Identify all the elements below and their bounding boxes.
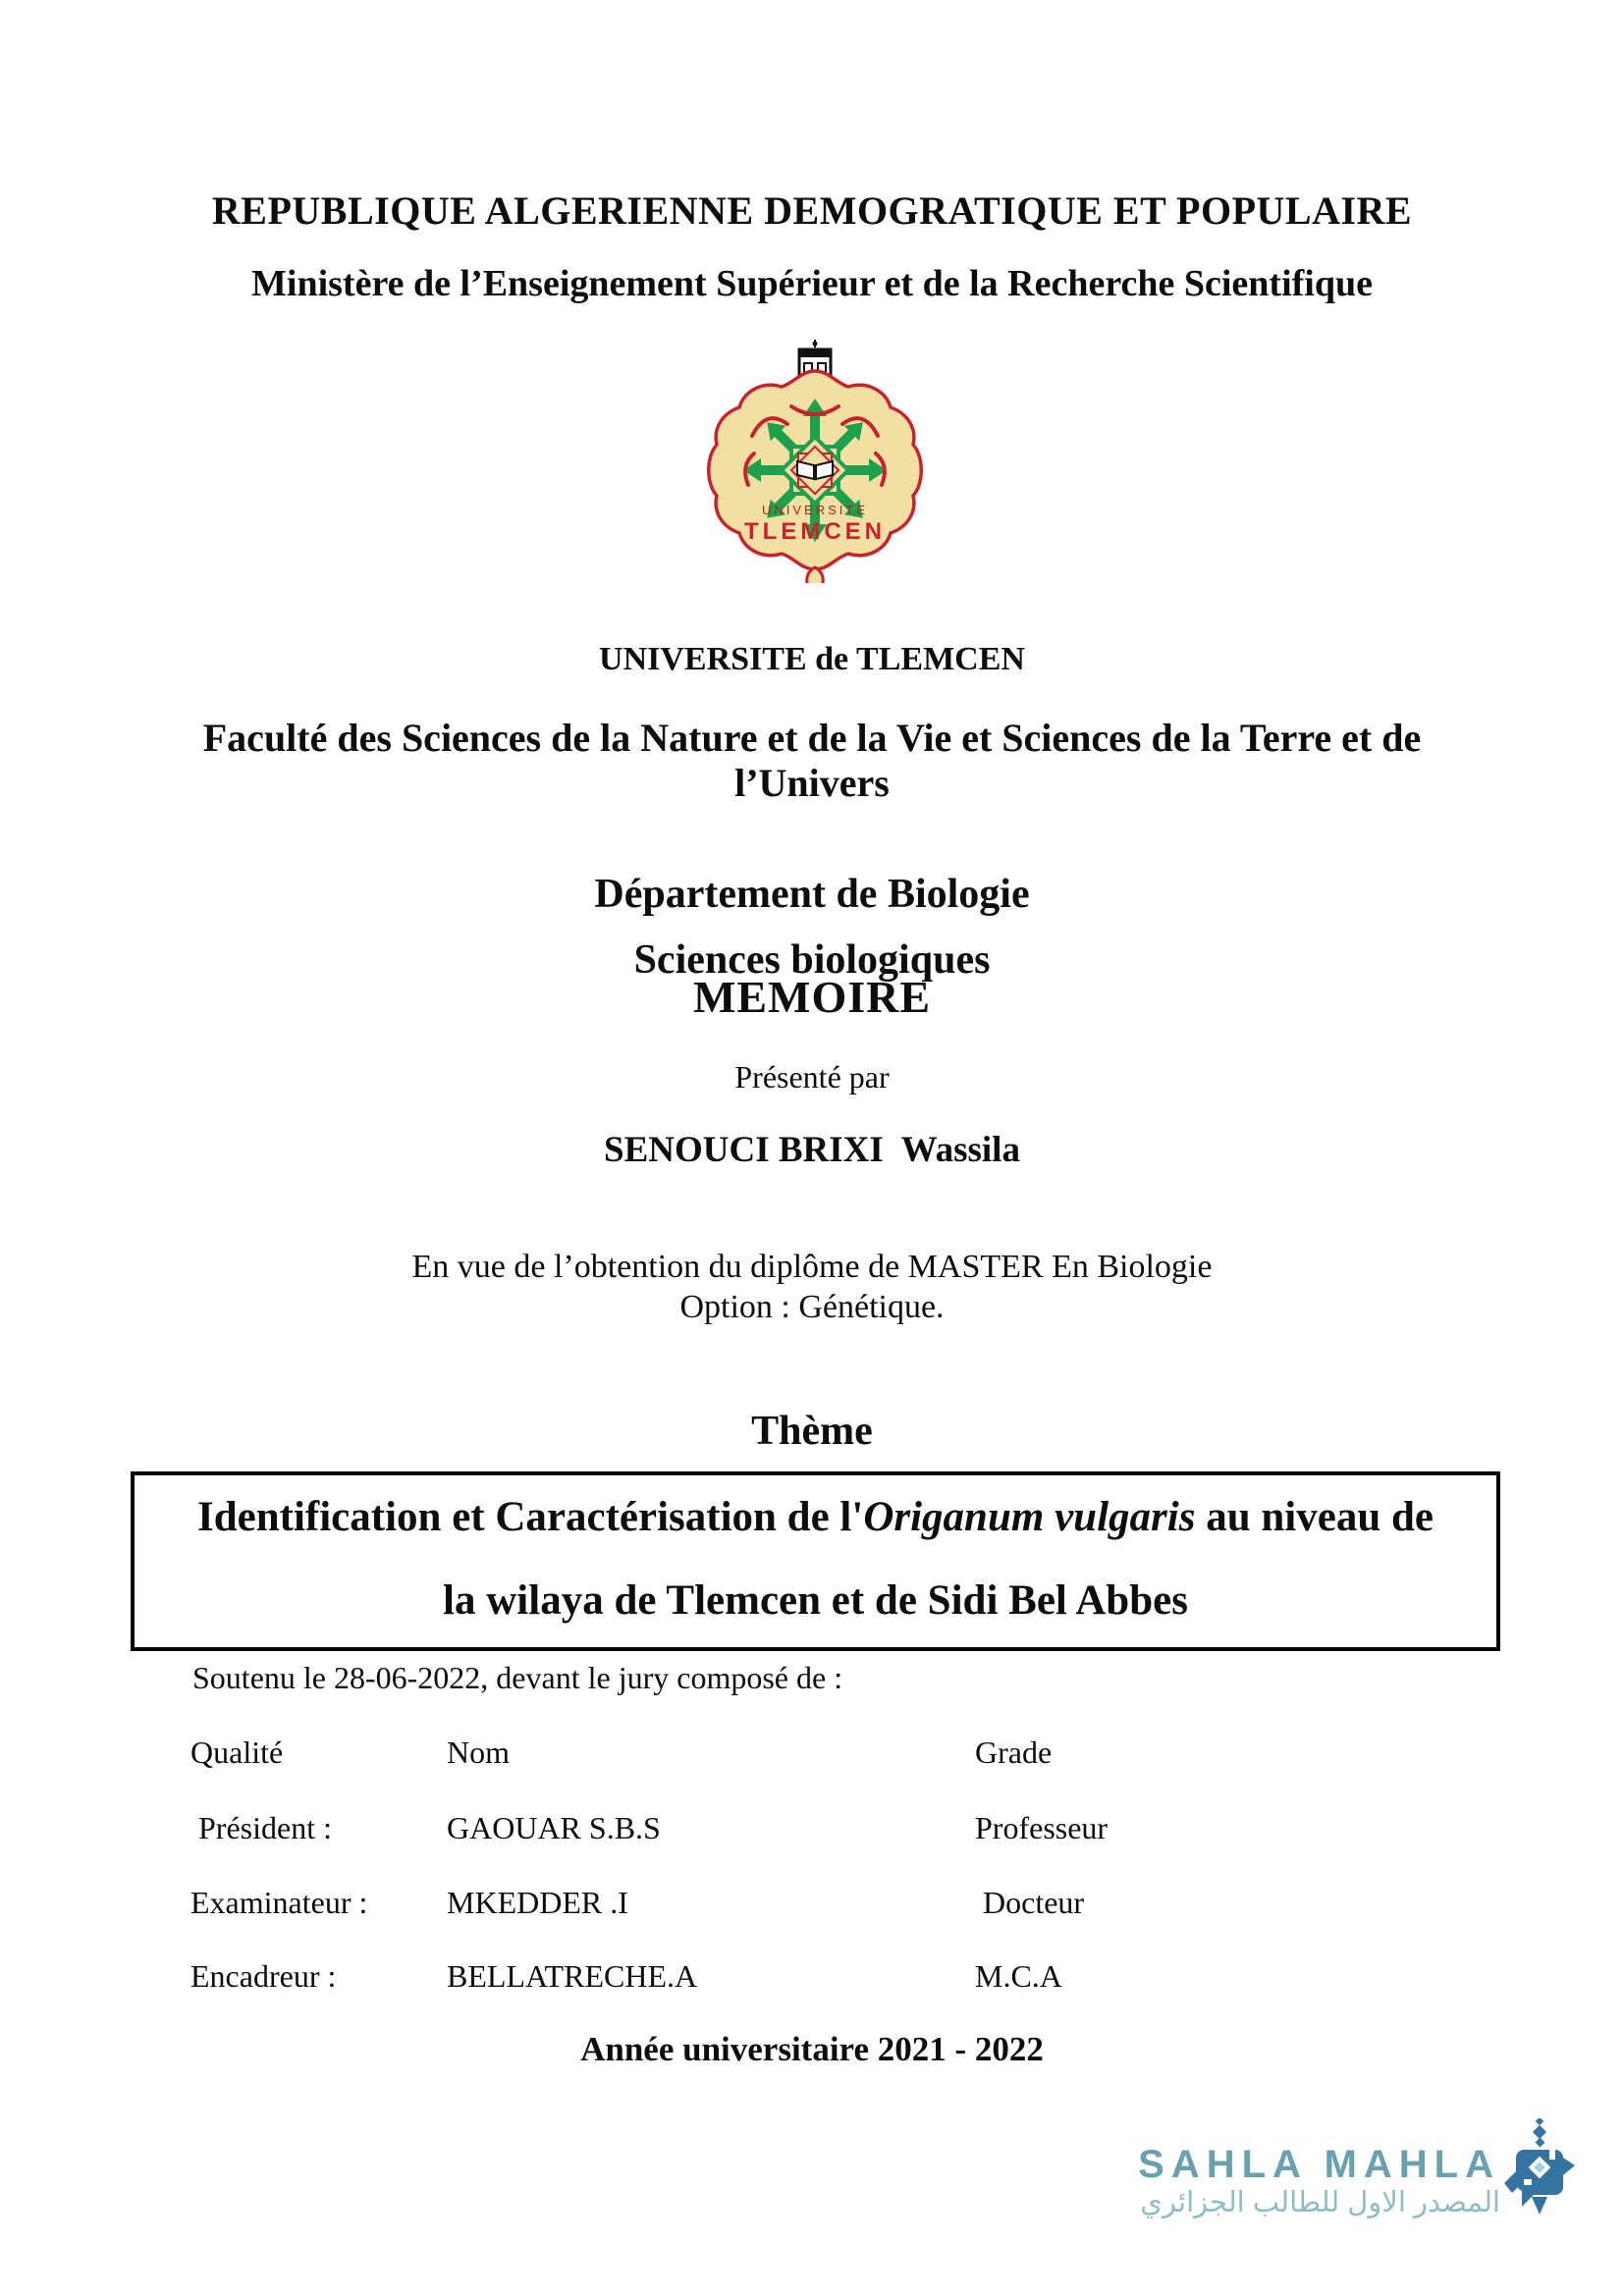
watermark-text	[1138, 2144, 1500, 2220]
defense-date-line: Soutenu le 28-06-2022, devant le jury composé de :	[192, 1660, 843, 1695]
title-species-italic: Origanum vulgaris	[863, 1494, 1196, 1540]
degree-line-2: Option : Génétique.	[679, 1289, 945, 1325]
jury-header-quality: Qualité	[190, 1735, 284, 1770]
jury-name: MKEDDER .I	[447, 1885, 628, 1920]
jury-quality: Président :	[190, 1810, 332, 1845]
watermark-tagline-arabic: المصدر الاول للطالب الجزائري	[1140, 2187, 1500, 2218]
faculty-name: Faculté des Sciences de la Nature et de la Vie et Sciences de la Terre et de l’Univers	[202, 716, 1422, 805]
thesis-title-line-1	[135, 1475, 1496, 1559]
ministry-header: Ministère de l’Enseignement Supérieur et de la Recherche Scientifique	[251, 263, 1373, 304]
thesis-title-line-2: la wilaya de Tlemcen et de Sidi Bel Abbes	[443, 1577, 1188, 1624]
jury-name: BELLATRECHE.A	[447, 1958, 698, 1994]
university-name: UNIVERSITE de TLEMCEN	[599, 641, 1025, 677]
emblem-label-tlemcen: TLEMCEN	[744, 518, 886, 545]
university-tlemcen-logo	[697, 338, 933, 583]
title-prefix: Identification et Caractérisation de l'	[197, 1494, 864, 1540]
jury-grade: Professeur	[975, 1810, 1109, 1845]
jury-grade: M.C.A	[975, 1958, 1062, 1994]
jury-name: GAOUAR S.B.S	[447, 1810, 661, 1845]
jury-quality: Encadreur :	[190, 1958, 337, 1994]
emblem-label-universite: UNIVERSITE	[761, 503, 869, 517]
jury-header-grade: Grade	[975, 1735, 1053, 1770]
theme-label: Thème	[751, 1409, 873, 1454]
title-suffix: au niveau de	[1195, 1494, 1434, 1540]
author-name: SENOUCI BRIXI Wassila	[604, 1130, 1020, 1170]
jury-quality: Examinateur :	[190, 1885, 368, 1920]
thesis-title-box	[131, 1471, 1500, 1651]
sahla-mahla-emblem-icon	[1504, 2118, 1575, 2220]
presented-by-label: Présenté par	[734, 1059, 890, 1095]
sahla-mahla-watermark	[1138, 2118, 1575, 2225]
speciality-name: Sciences biologiques	[633, 937, 991, 983]
degree-statement	[0, 1247, 1624, 1327]
department-name: Département de Biologie	[594, 872, 1030, 917]
center-star-icon	[782, 437, 848, 504]
jury-header-name: Nom	[447, 1735, 510, 1770]
jury-grade: Docteur	[975, 1885, 1085, 1920]
republic-header: REPUBLIQUE ALGERIENNE DEMOGRATIQUE ET POPULAIRE	[211, 188, 1413, 233]
academic-year: Année universitaire 2021 - 2022	[580, 2030, 1044, 2068]
watermark-brand: SAHLA MAHLA	[1138, 2143, 1500, 2186]
document-type: MEMOIRE	[692, 972, 932, 1022]
watermark-emblem	[1504, 2118, 1575, 2225]
university-emblem-icon	[697, 338, 933, 583]
degree-line-1: En vue de l’obtention du diplôme de MASTER En Biologie	[411, 1249, 1213, 1285]
